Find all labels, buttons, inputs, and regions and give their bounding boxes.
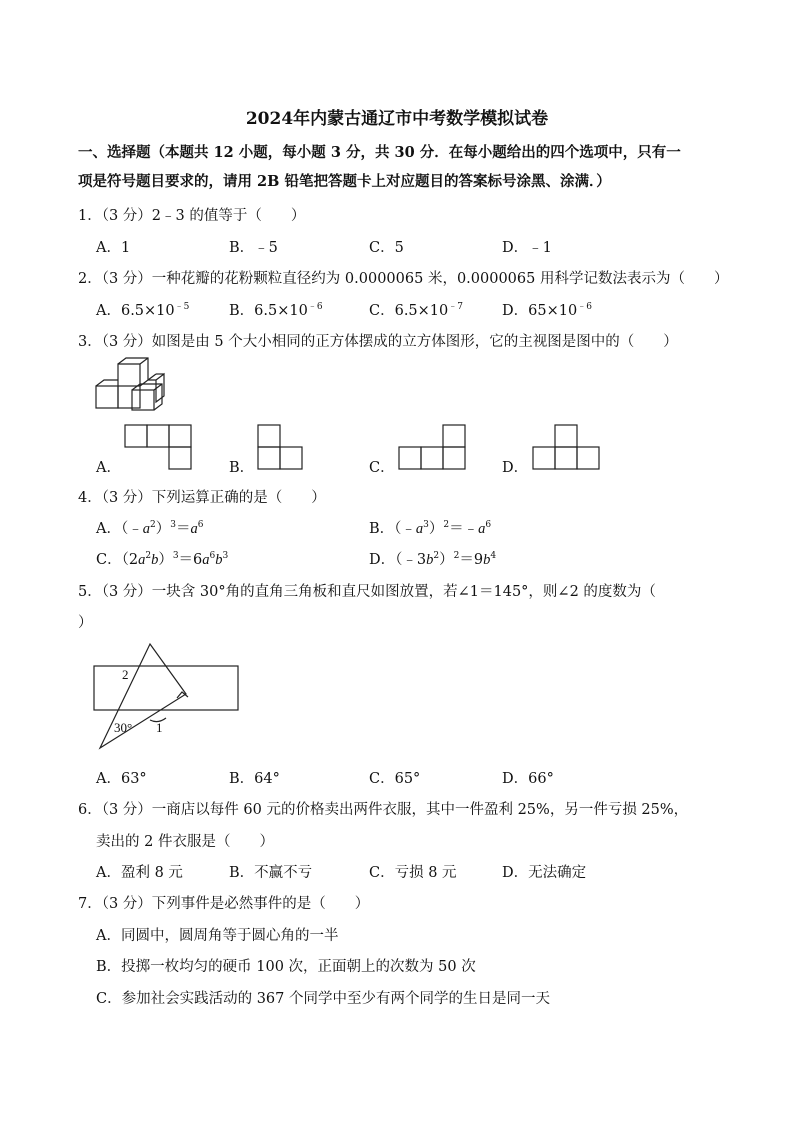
q3-option-b[interactable]: B． (229, 460, 255, 476)
q3-option-d-figure (533, 425, 601, 469)
q7-option-c[interactable]: C．参加社会实践活动的 367 个同学中至少有两个同学的生日是同一天 (96, 991, 550, 1007)
q5-triangle-ruler-figure (92, 642, 242, 752)
q6-option-b[interactable]: B．不赢不亏 (229, 865, 313, 881)
q6-stem: 6．（3 分）一商店以每件 60 元的价格卖出两件衣服，其中一件盈利 25%，另一件亏损 25%， (78, 802, 689, 818)
q3-option-d[interactable]: D． (502, 460, 529, 476)
q6-option-d[interactable]: D．无法确定 (502, 865, 587, 881)
section-line-1: 一、选择题（本题共 12 小题，每小题 3 分，共 30 分．在每小题给出的四个选项中，只有一 (78, 144, 681, 161)
q5-option-c[interactable]: C．65° (369, 771, 421, 787)
q2-stem: 2．（3 分）一种花瓣的花粉颗粒直径约为 0.0000065 米，0.0000065 用科学记数法表示为（ ） (78, 271, 729, 287)
q4-option-c[interactable]: C．$(2a^2b)^3=6a^6b^3$ (96, 551, 229, 568)
q6-option-a[interactable]: A．盈利 8 元 (96, 865, 183, 881)
q2-option-a[interactable]: A．$6.5\times 10^{﹣5}$ (96, 302, 190, 319)
q3-option-a[interactable]: A． (96, 460, 121, 476)
q5-option-d[interactable]: D．66° (502, 771, 554, 787)
q1-option-a[interactable]: A．1 (96, 240, 131, 256)
q3-stem: 3．（3 分）如图是由 5 个大小相同的正方体摆成的立方体图形，它的主视图是图中的（ ） (78, 334, 678, 350)
q4-option-d[interactable]: D．$(﹣3b^2)^2=9b^4$ (369, 551, 497, 568)
q5-stem: 5．（3 分）一块含 30°角的直角三角板和直尺如图放置，若∠1＝145°，则∠2 的度数为（ (78, 584, 656, 600)
q7-option-a[interactable]: A．同圆中，圆周角等于圆心角的一半 (96, 928, 339, 944)
q5-stem-end: ） (78, 615, 93, 631)
q2-option-d[interactable]: D．$65\times 10^{﹣6}$ (502, 302, 592, 319)
q3-option-a-figure (125, 425, 193, 469)
q5-angle-30-label: 30° (114, 720, 133, 735)
section-line-2: 项是符号题目要求的，请用 2B 铅笔把答题卡上对应题目的答案标号涂黑、涂满．） (78, 173, 611, 190)
q5-option-b[interactable]: B．64° (229, 771, 280, 787)
q7-stem: 7．（3 分）下列事件是必然事件的是（ ） (78, 896, 370, 912)
q2-option-c[interactable]: C．$6.5\times 10^{﹣7}$ (369, 302, 463, 319)
q6-option-c[interactable]: C．亏损 8 元 (369, 865, 457, 881)
q4-option-b[interactable]: B．$(﹣a^3)^2=﹣a^6$ (369, 520, 492, 537)
q2-option-b[interactable]: B．$6.5\times 10^{﹣6}$ (229, 302, 323, 319)
q3-option-c-figure (399, 425, 467, 469)
q1-stem: 1．（3 分）2﹣3 的值等于（ ） (78, 208, 306, 224)
section-heading (78, 138, 728, 196)
q5-option-a[interactable]: A．63° (96, 771, 147, 787)
page-title: 2024年内蒙古通辽市中考数学模拟试卷 (245, 109, 549, 129)
q5-angle-2-label: 2 (122, 667, 129, 682)
q1-option-d[interactable]: D．﹣1 (502, 240, 552, 256)
q6-stem-end: 卖出的 2 件衣服是（ ） (96, 834, 274, 850)
q1-option-c[interactable]: C．5 (369, 240, 404, 256)
q4-option-a[interactable]: A．$(﹣a^2)^3=a^6$ (96, 520, 204, 537)
q5-angle-1-label: 1 (156, 720, 163, 735)
q3-option-c[interactable]: C． (369, 460, 395, 476)
q1-option-b[interactable]: B．﹣5 (229, 240, 278, 256)
q7-option-b[interactable]: B．投掷一枚均匀的硬币 100 次，正面朝上的次数为 50 次 (96, 959, 476, 975)
q3-option-b-figure (258, 425, 304, 469)
q4-stem: 4．（3 分）下列运算正确的是（ ） (78, 490, 326, 506)
q3-cube-figure (96, 358, 186, 410)
